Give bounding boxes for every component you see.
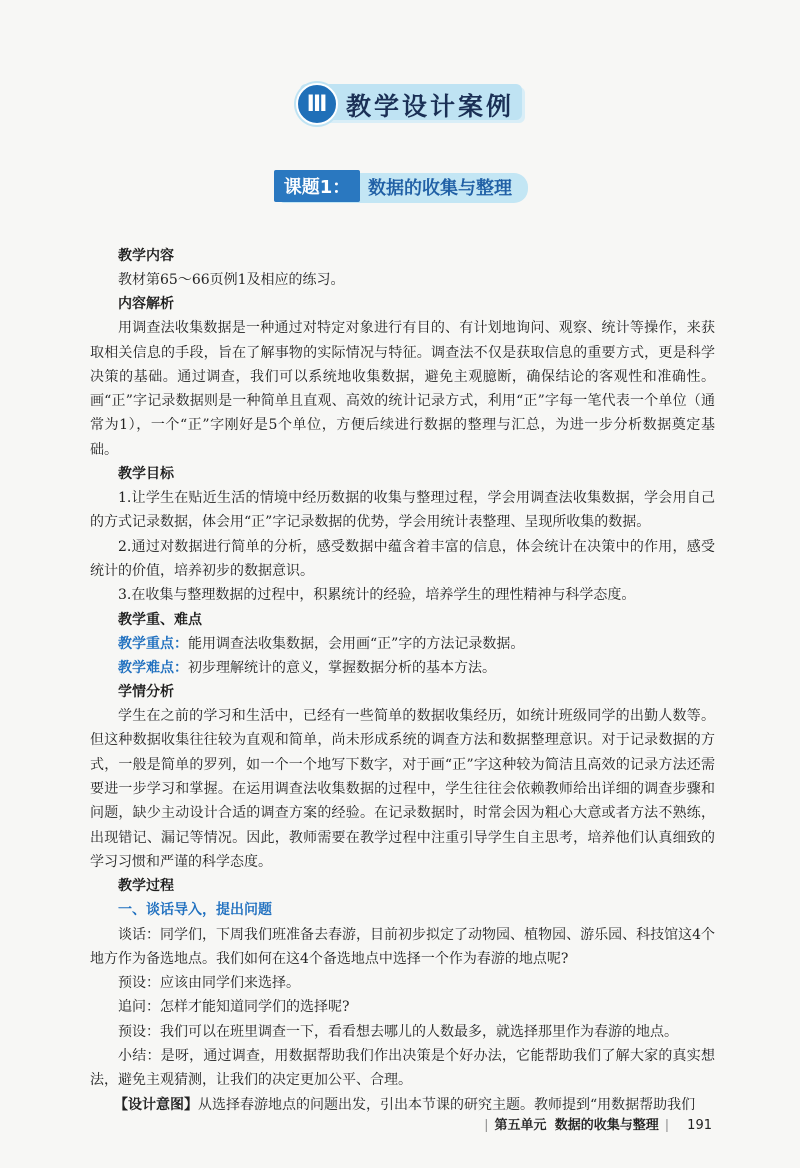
page-footer: | 第五单元 数据的收集与整理 | 191 bbox=[484, 1118, 712, 1133]
design-intent bbox=[114, 1093, 715, 1117]
difficult-point-label: 教学难点： bbox=[118, 659, 188, 676]
heading-key-points: 教学重、难点 bbox=[118, 611, 202, 628]
page-number: 191 bbox=[687, 1118, 712, 1133]
key-point-line bbox=[118, 632, 715, 656]
dialogue-line: 预设：应该由同学们来选择。 bbox=[118, 975, 300, 992]
heading-content-analysis: 内容解析 bbox=[118, 296, 174, 313]
dialogue-line: 追问：怎样才能知道同学们的选择呢? bbox=[118, 999, 350, 1016]
banner-numeral: Ⅲ bbox=[296, 83, 338, 125]
heading-student-analysis: 学情分析 bbox=[118, 684, 174, 701]
dialogue-line: 小结：是呀，通过调查，用数据帮助我们作出决策是个好办法，它能帮助我们了解大家的真实想法，避免主观猜测，让我们的决定更加公平、合理。 bbox=[90, 1048, 715, 1089]
lesson-name: 数据的收集与整理 bbox=[368, 178, 512, 199]
student-analysis-text: 学生在之前的学习和生活中，已经有一些简单的数据收集经历，如统计班级同学的出勤人数等。但这种数据收集往往较为直观和简单，尚未形成系统的调查方法和数据整理意识。对于记录数据的方式，一般是简单的罗列，如一个一个地写下数字，对于画“正”字这种较为简洁且高效的记录方法还需要进一步学习和掌握。在运用调查法收集数据的过程中，学生往往会依赖教师给出详细的调查步骤和问题，缺少主动设计合适的调查方案的经验。在记录数据时，时常会因为粗心大意或者方法不熟练，出现错记、漏记等情况。因此，教师需要在教学过程中注重引导学生自主思考，培养他们认真细致的学习习惯和严谨的科学态度。 bbox=[90, 708, 715, 870]
key-point-text: 能用调查法收集数据，会用画“正”字的方法记录数据。 bbox=[188, 635, 525, 652]
goal-item: 2.通过对数据进行简单的分析，感受数据中蕴含着丰富的信息，体会统计在决策中的作用，感受统计的价值，培养初步的数据意识。 bbox=[90, 538, 715, 579]
teaching-content-text: 教材第65～66页例1及相应的练习。 bbox=[118, 272, 345, 288]
difficult-point-line bbox=[118, 656, 715, 680]
process-step-title: 一、谈话导入，提出问题 bbox=[118, 902, 272, 919]
heading-teaching-goals: 教学目标 bbox=[118, 466, 174, 483]
design-intent-label: 【设计意图】 bbox=[114, 1096, 198, 1113]
key-point-label: 教学重点： bbox=[118, 635, 188, 652]
difficult-point-text: 初步理解统计的意义，掌握数据分析的基本方法。 bbox=[188, 659, 496, 676]
heading-teaching-content: 教学内容 bbox=[118, 248, 174, 264]
page-content bbox=[90, 244, 715, 1117]
goal-item: 3.在收集与整理数据的过程中，积累统计的经验，培养学生的理性精神与科学态度。 bbox=[118, 587, 636, 604]
dialogue-line: 预设：我们可以在班里调查一下，看看想去哪儿的人数最多，就选择那里作为春游的地点。 bbox=[118, 1023, 678, 1040]
goal-item: 1.让学生在贴近生活的情境中经历数据的收集与整理过程，学会用调查法收集数据，学会用自己的方式记录数据，体会用“正”字记录数据的优势，学会用统计表整理、呈现所收集的数据。 bbox=[90, 490, 715, 531]
content-analysis-text: 用调查法收集数据是一种通过对特定对象进行有目的、有计划地询问、观察、统计等操作，来获取相关信息的手段，旨在了解事物的实际情况与特征。调查法不仅是获取信息的重要方式，更是科学决策的基础。通过调查，我们可以系统地收集数据，避免主观臆断，确保结论的客观性和准确性。画“正”字记录数据则是一种简单且直观、高效的统计记录方式，利用“正”字每一笔代表一个单位（通常为1），一个“正”字刚好是5个单位，方便后续进行数据的整理与汇总，为进一步分析数据奠定基础。 bbox=[90, 320, 715, 458]
banner-title: 教学设计案例 bbox=[346, 92, 515, 121]
dialogue-line: 谈话：同学们，下周我们班准备去春游，目前初步拟定了动物园、植物园、游乐园、科技馆这4个地方作为备选地点。我们如何在这4个备选地点中选择一个作为春游的地点呢? bbox=[90, 926, 715, 967]
footer-title: 数据的收集与整理 bbox=[554, 1118, 659, 1133]
design-intent-text: 从选择春游地点的问题出发，引出本节课的研究主题。教师提到“用数据帮助我们 bbox=[198, 1096, 696, 1113]
footer-unit: 第五单元 bbox=[494, 1118, 547, 1133]
heading-teaching-process: 教学过程 bbox=[118, 878, 174, 895]
lesson-tag: 课题1： bbox=[274, 170, 360, 202]
section-banner bbox=[282, 84, 522, 122]
